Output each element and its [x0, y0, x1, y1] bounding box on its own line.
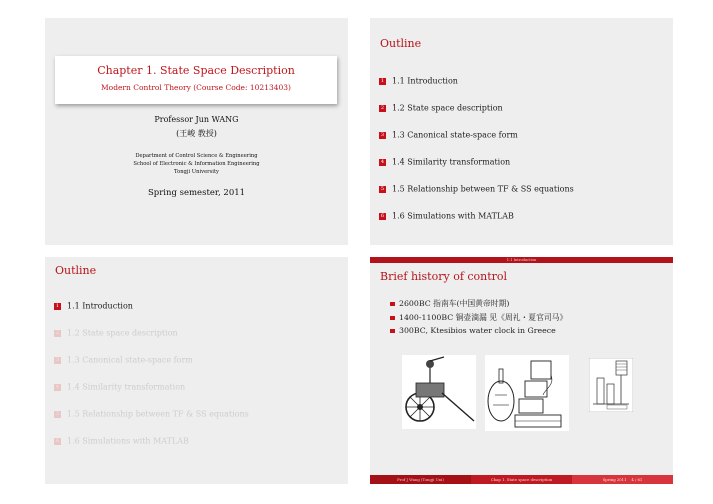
bullet-item: [390, 326, 567, 340]
footer-chapter: Chap 1. State space description: [471, 475, 572, 484]
bullet-item: [390, 298, 567, 312]
outline-item[interactable]: [54, 328, 249, 355]
footer-date: Spring 2011: [602, 477, 627, 482]
section-number: 4: [380, 158, 385, 165]
outline-item[interactable]: [379, 76, 574, 103]
section-number: 4: [55, 383, 60, 390]
outline-slide: [370, 18, 673, 245]
outline-list: [54, 301, 249, 463]
footer-author: Prof J Wang (Tongji Uni): [370, 475, 471, 484]
section-number: 6: [55, 437, 60, 444]
bullet-item: [390, 312, 567, 326]
school: School of Electronic & Information Engineering: [133, 161, 260, 167]
bronze-clepsydra-illustration: [485, 355, 569, 431]
section-number: 1: [55, 302, 60, 309]
outline-item-label: 1.2 State space description: [392, 103, 503, 113]
outline-item[interactable]: [379, 184, 574, 211]
section-number: 1: [380, 77, 385, 84]
bullet-square-icon: [390, 329, 395, 333]
bullet-text: 300BC, Ktesibios water clock in Greece: [399, 326, 556, 335]
section-number: 2: [55, 329, 60, 336]
outline-item-label: 1.1 Introduction: [67, 301, 133, 311]
outline-item-label: 1.5 Relationship between TF & SS equations: [67, 409, 249, 419]
title-box: [55, 56, 337, 104]
bullet-square-icon: [390, 302, 395, 306]
outline-item-label: 1.5 Relationship between TF & SS equations: [392, 184, 574, 194]
chapter-title: Chapter 1. State Space Description: [97, 64, 295, 77]
bullet-text: 1400-1100BC 铜壶滴漏 见《周礼・夏官司马》: [399, 313, 568, 322]
section-number: 6: [380, 212, 385, 219]
page-number: 4 / 61: [631, 477, 643, 482]
outline-item[interactable]: [379, 157, 574, 184]
professor-name: Professor Jun WANG: [154, 115, 239, 124]
bullet-text: 2600BC 指南车(中国黄帝时期): [399, 299, 510, 308]
professor-name-cn: (王峻 教授): [176, 129, 217, 138]
history-slide: [370, 257, 673, 484]
outline-item[interactable]: [54, 382, 249, 409]
outline-item[interactable]: [379, 130, 574, 157]
title-slide: [45, 18, 348, 245]
section-header-bar: 1.1 Introduction: [370, 257, 673, 263]
section-number: 5: [380, 185, 385, 192]
outline-item-label: 1.1 Introduction: [392, 76, 458, 86]
south-pointing-chariot-illustration: [402, 355, 476, 429]
section-number: 5: [55, 410, 60, 417]
bullet-list: [390, 298, 567, 340]
outline-heading: Outline: [55, 264, 97, 277]
outline-item-label: 1.4 Similarity transformation: [392, 157, 511, 167]
section-number: 2: [380, 104, 385, 111]
outline-item-label: 1.6 Simulations with MATLAB: [392, 211, 514, 221]
university: Tongji University: [174, 169, 219, 175]
outline-heading: Outline: [380, 37, 422, 50]
course-subtitle: Modern Control Theory (Course Code: 10213403): [101, 83, 291, 92]
water-clock-illustration: [589, 358, 633, 412]
outline-item[interactable]: [54, 409, 249, 436]
outline-item-label: 1.3 Canonical state-space form: [392, 130, 518, 140]
outline-list: [379, 76, 574, 238]
outline-item[interactable]: [54, 355, 249, 382]
outline-item-label: 1.3 Canonical state-space form: [67, 355, 193, 365]
outline-current-slide: [45, 257, 348, 484]
outline-item-label: 1.6 Simulations with MATLAB: [67, 436, 189, 446]
outline-item-current[interactable]: [54, 301, 249, 328]
section-number: 3: [55, 356, 60, 363]
outline-item[interactable]: [54, 436, 249, 463]
department: Department of Control Science & Engineering: [135, 153, 258, 159]
bullet-square-icon: [390, 316, 395, 320]
semester: Spring semester, 2011: [147, 188, 246, 198]
footer-date-page: [572, 475, 673, 484]
section-number: 3: [380, 131, 385, 138]
footer-bar: [370, 475, 673, 484]
outline-item-label: 1.4 Similarity transformation: [67, 382, 186, 392]
slide-heading: Brief history of control: [380, 270, 508, 283]
outline-item[interactable]: [379, 103, 574, 130]
outline-item-label: 1.2 State space description: [67, 328, 178, 338]
outline-item[interactable]: [379, 211, 574, 238]
